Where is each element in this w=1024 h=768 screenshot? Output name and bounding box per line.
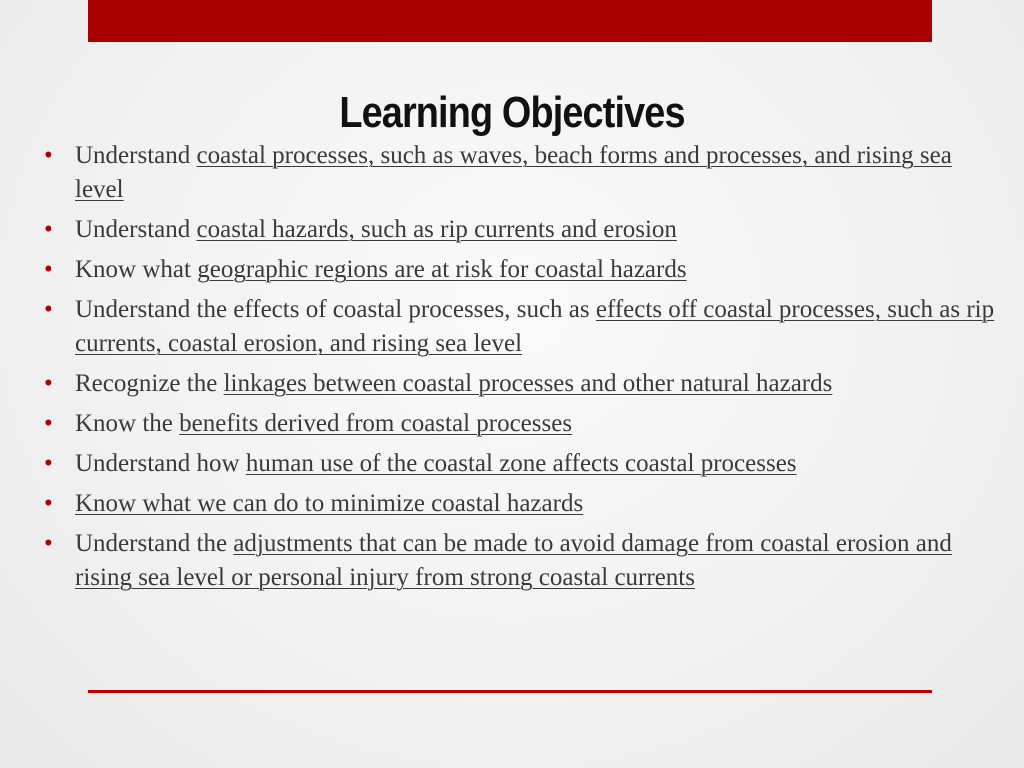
objective-link[interactable]: coastal processes, such as waves, beach forms and processes, and rising sea level — [75, 142, 952, 203]
objective-lead-text: Understand — [75, 142, 197, 169]
bottom-divider — [88, 690, 932, 693]
top-accent-bar — [88, 0, 932, 42]
objective-item — [44, 407, 1004, 441]
objective-link[interactable]: adjustments that can be made to avoid damage from coastal erosion and rising sea level or personal injury from strong coastal currents — [75, 530, 952, 591]
bullet-icon: • — [44, 410, 53, 437]
objective-link[interactable]: effects off coastal processes, such as rip currents, coastal erosion, and rising sea level — [75, 296, 995, 357]
bullet-icon: • — [44, 256, 53, 283]
objective-item — [44, 213, 1004, 247]
objective-link[interactable]: human use of the coastal zone affects coastal processes — [245, 450, 797, 477]
objective-item — [44, 527, 1004, 595]
objective-lead-text: Understand how — [75, 450, 246, 477]
objective-link[interactable]: geographic regions are at risk for coastal hazards — [197, 256, 687, 283]
bullet-icon: • — [44, 530, 53, 557]
objective-item — [44, 367, 1004, 401]
objective-link[interactable]: linkages between coastal processes and other natural hazards — [223, 370, 833, 397]
objective-item — [44, 253, 1004, 287]
objective-link[interactable]: coastal hazards, such as rip currents and erosion — [196, 216, 677, 243]
bullet-icon: • — [44, 450, 53, 477]
bullet-icon: • — [44, 296, 53, 323]
objective-lead-text: Understand — [75, 216, 197, 243]
objectives-list — [44, 139, 1004, 601]
objective-item — [44, 139, 1004, 207]
objective-lead-text: Know the — [75, 410, 180, 437]
objective-link[interactable]: benefits derived from coastal processes — [179, 410, 573, 437]
objective-item — [44, 447, 1004, 481]
objective-link[interactable]: Know what we can do to minimize coastal hazards — [75, 490, 584, 517]
bullet-icon: • — [44, 216, 53, 243]
bullet-icon: • — [44, 142, 53, 169]
slide-title: Learning Objectives — [339, 88, 685, 138]
objective-lead-text: Understand the effects of coastal processes, such as — [75, 296, 596, 323]
objective-lead-text: Know what — [75, 256, 198, 283]
objective-lead-text: Understand the — [75, 530, 234, 557]
objective-lead-text: Recognize the — [75, 370, 224, 397]
bullet-icon: • — [44, 370, 53, 397]
objective-item — [44, 487, 1004, 521]
objective-item — [44, 293, 1004, 361]
bullet-icon: • — [44, 490, 53, 517]
